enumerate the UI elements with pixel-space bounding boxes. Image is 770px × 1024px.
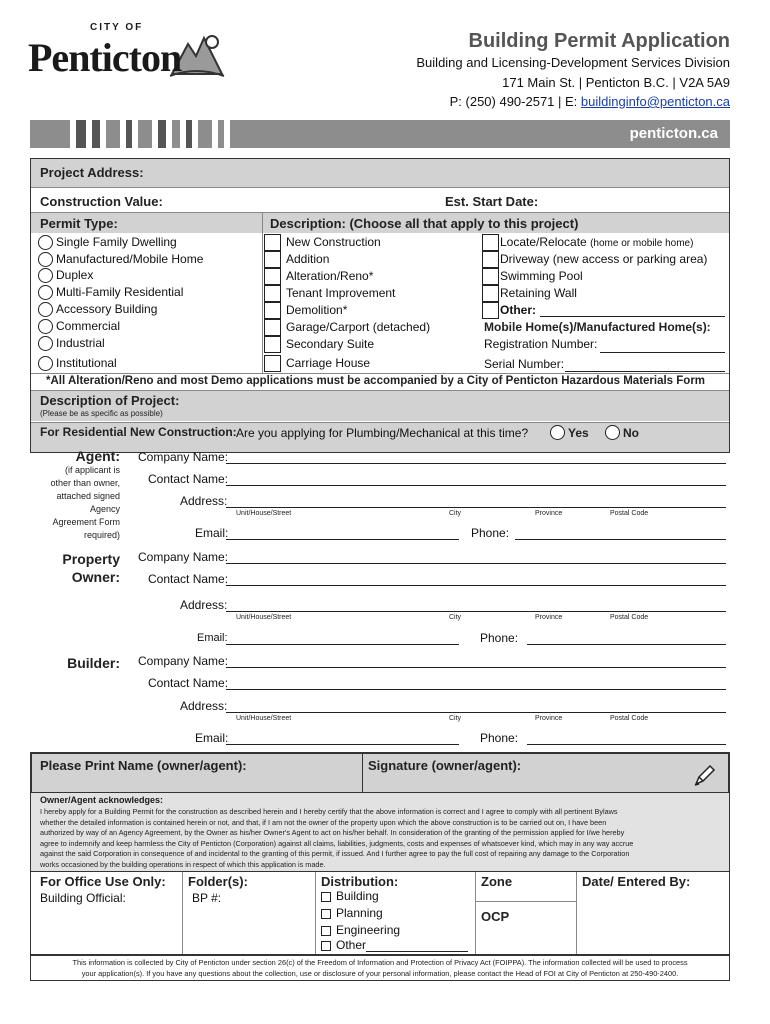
agent-sub-city: City [449, 510, 462, 517]
registration-number-input[interactable] [600, 352, 725, 353]
ack-line: I hereby apply for a Building Permit for the construction as described herein and I hereby certify that the above information is correct and I agree to comply with all pertinent Bylaws [40, 807, 618, 816]
bp-label: BP #: [192, 891, 222, 905]
permit-type-option: Industrial [56, 336, 105, 350]
ack-line: works occasioned by the building operations in respect of which this application is made. [40, 859, 326, 869]
owner-email-label: Email: [197, 632, 228, 644]
owner-address-label: Address: [180, 598, 228, 612]
folders-label: Folder(s): [188, 874, 248, 889]
start-date-label: Est. Start Date: [445, 194, 539, 209]
residential-label: For Residential New Construction: [40, 425, 237, 439]
checkbox-carriage-house[interactable] [264, 355, 281, 372]
agent-address-input[interactable] [226, 507, 726, 508]
construction-value-label: Construction Value: [40, 194, 163, 209]
agent-sub-postal: Postal Code [610, 510, 649, 517]
other-dist-input[interactable] [366, 951, 468, 952]
description-option: New Construction [286, 235, 381, 249]
owner-contact-input[interactable] [226, 585, 726, 586]
checkbox-secondary-suite[interactable] [264, 336, 281, 353]
dist-checkbox[interactable] [321, 892, 331, 902]
owner-label-2: Owner: [71, 569, 120, 585]
description-option: Alteration/Reno* [286, 269, 374, 283]
agent-phone-label: Phone: [471, 526, 510, 540]
print-name-input[interactable] [40, 775, 355, 791]
agent-company-input[interactable] [226, 463, 726, 464]
owner-address-input[interactable] [226, 611, 726, 612]
checkbox-other[interactable] [482, 302, 499, 319]
description-option: Retaining Wall [500, 286, 577, 300]
builder-company-input[interactable] [226, 667, 726, 668]
serial-number-input[interactable] [565, 371, 725, 372]
contact-line [450, 94, 730, 109]
banner-stripe [30, 120, 70, 148]
checkbox-garage-carport[interactable] [264, 319, 281, 336]
builder-label: Builder: [67, 655, 120, 671]
agent-note-line: Agreement Form [52, 517, 120, 527]
banner-stripe [186, 120, 192, 148]
checkbox-addition[interactable] [264, 251, 281, 268]
owner-contact-label: Contact Name: [148, 572, 229, 586]
dist-checkbox[interactable] [321, 909, 331, 919]
agent-phone-input[interactable] [515, 539, 726, 540]
distribution-label: Distribution: [321, 874, 399, 889]
dist-item: Planning [336, 906, 383, 920]
builder-contact-input[interactable] [226, 689, 726, 690]
divider [475, 872, 476, 954]
option-note: (home or mobile home) [590, 238, 694, 249]
description-option [500, 252, 707, 266]
agent-note-line: other than owner, [50, 478, 120, 488]
banner-stripe [126, 120, 132, 148]
agent-email-input[interactable] [226, 539, 459, 540]
ack-line: agree to indemnify and keep harmless the City of Penticton (Corporation) against all claims, liabilities, judgments, costs and expenses of whatsoever kind, which may in any way accrue [40, 838, 634, 848]
owner-sub-province: Province [535, 614, 563, 621]
permit-type-option: Multi-Family Residential [56, 285, 184, 299]
builder-address-input[interactable] [226, 712, 726, 713]
radio-plumbing-yes[interactable] [550, 425, 565, 440]
description-hint: (Please be as specific as possible) [40, 409, 163, 418]
owner-phone-input[interactable] [527, 644, 726, 645]
agent-label: Agent: [75, 448, 120, 464]
description-choose-label: Description: (Choose all that apply to this project) [270, 216, 579, 231]
banner-stripe [172, 120, 180, 148]
privacy-footer [30, 955, 730, 981]
ocp-label: OCP [481, 909, 510, 924]
radio-accessory-building[interactable] [38, 302, 53, 317]
logo-name-text: Penticton [28, 35, 182, 80]
agent-note-line: attached signed [56, 491, 120, 501]
radio-duplex[interactable] [38, 268, 53, 283]
owner-company-input[interactable] [226, 563, 726, 564]
builder-phone-label: Phone: [480, 731, 519, 745]
signature-label: Signature (owner/agent): [368, 758, 522, 773]
owner-sub-street: Unit/House/Street [236, 614, 292, 621]
builder-email-input[interactable] [226, 744, 459, 745]
footer-line: This information is collected by City of Penticton under section 26(c) of the Freedom of Information and Protection of Privacy Act (FOIPPA). The information collected will be used to process [72, 958, 688, 967]
radio-single-family[interactable] [38, 235, 53, 250]
agent-note [30, 464, 120, 542]
dist-item: Engineering [336, 923, 401, 937]
radio-industrial[interactable] [38, 336, 53, 351]
checkbox-retaining-wall[interactable] [482, 285, 499, 302]
owner-sub-postal: Postal Code [610, 614, 649, 621]
builder-sub-street: Unit/House/Street [236, 715, 292, 722]
option-note: (new access or parking area) [552, 252, 708, 266]
division-name: Building and Licensing-Development Services Division [416, 55, 730, 70]
ack-line: whether the detailed information is contained herein or not, and that, if I am not the owner of the property upon which the above construction is to be carried out on, I have been [40, 817, 607, 827]
owner-email-input[interactable] [226, 644, 459, 645]
divider [475, 901, 576, 902]
dist-item: Building [336, 889, 379, 903]
builder-email-label: Email: [195, 731, 229, 745]
divider [182, 872, 183, 954]
builder-phone-input[interactable] [527, 744, 726, 745]
builder-contact-label: Contact Name: [148, 676, 229, 690]
zone-label: Zone [481, 874, 513, 889]
no-label: No [623, 426, 639, 440]
divider [262, 213, 263, 373]
agent-sub-street: Unit/House/Street [236, 510, 292, 517]
banner-stripe [138, 120, 152, 148]
hazmat-note: *All Alteration/Reno and most Demo applications must be accompanied by a City of Penticton Hazardous Materials Form [46, 375, 706, 387]
banner-stripe [198, 120, 212, 148]
banner-stripe [218, 120, 224, 148]
permit-type-option: Accessory Building [56, 302, 158, 316]
form-title: Building Permit Application [468, 30, 730, 52]
permit-type-option: Commercial [56, 319, 121, 333]
description-option: Garage/Carport (detached) [286, 320, 431, 334]
checkbox-driveway[interactable] [482, 251, 499, 268]
description-option: Secondary Suite [286, 337, 375, 351]
radio-multi-family[interactable] [38, 285, 53, 300]
agent-note-line: required) [83, 530, 120, 540]
description-label: Description of Project: [40, 393, 180, 408]
checkbox-demolition[interactable] [264, 302, 281, 319]
permit-type-option: Manufactured/Mobile Home [56, 252, 204, 266]
builder-sub-city: City [449, 715, 462, 722]
radio-institutional[interactable] [38, 356, 53, 371]
logo-city-text: CITY OF [90, 22, 144, 33]
ack-line: against the said Corporation in consequence of and incidental to the granting of this permit, if issued. And I further agree to pay the full cost of repairing any damage to the Corporation [40, 849, 630, 859]
banner-stripe [76, 120, 86, 148]
builder-sub-postal: Postal Code [610, 715, 649, 722]
divider [31, 373, 729, 374]
office-use-label: For Office Use Only: [40, 874, 166, 889]
pen-icon [693, 763, 717, 787]
description-option: Swimming Pool [500, 269, 583, 283]
agent-note-line: (if applicant is [64, 465, 120, 475]
agent-sub-province: Province [535, 510, 563, 517]
dist-checkbox[interactable] [321, 926, 331, 936]
description-option: Addition [286, 252, 330, 266]
date-entered-label: Date/ Entered By: [582, 874, 691, 889]
yes-label: Yes [568, 426, 589, 440]
option-label: Locate/Relocate [500, 235, 587, 249]
checkbox-locate-relocate[interactable] [482, 234, 499, 251]
registration-number-label: Registration Number: [484, 337, 598, 351]
description-option: Tenant Improvement [286, 286, 396, 300]
agent-note-line: Agency [89, 504, 120, 514]
divider [315, 872, 316, 954]
mobile-home-label: Mobile Home(s)/Manufactured Home(s): [484, 320, 711, 334]
checkbox-swimming-pool[interactable] [482, 268, 499, 285]
city-logo [28, 22, 228, 102]
radio-plumbing-no[interactable] [605, 425, 620, 440]
ack-line: authorized by way of an Agency Agreement, by the Owner as his/her Owner's Agent to act on his/her behalf. In consideration of the granting of the permission applied for I/we hereby [40, 828, 625, 838]
owner-company-label: Company Name: [138, 550, 229, 564]
agent-contact-label: Contact Name: [148, 472, 229, 486]
description-option: Carriage House [286, 356, 371, 370]
owner-label-1: Property [62, 551, 120, 567]
permit-type-label: Permit Type: [40, 216, 118, 231]
description-option [500, 235, 693, 249]
banner-stripe [158, 120, 166, 148]
checkbox-tenant-improvement[interactable] [264, 285, 281, 302]
checkbox-alteration[interactable] [264, 268, 281, 285]
radio-manufactured-home[interactable] [38, 252, 53, 267]
division-address: 171 Main St. | Penticton B.C. | V2A 5A9 [502, 75, 730, 90]
agent-company-label: Company Name: [138, 450, 229, 464]
ack-title: Owner/Agent acknowledges: [40, 795, 164, 805]
builder-address-label: Address: [180, 699, 228, 713]
divider [576, 872, 577, 954]
footer-line: your application(s). If you have any questions about the collection, use or disclosure of your personal information, please contact the Head of FOI at City of Penticton at 250-490-2400. [81, 969, 679, 978]
permit-type-option: Duplex [56, 268, 94, 282]
serial-number-label: Serial Number: [484, 357, 565, 371]
builder-company-label: Company Name: [138, 654, 229, 668]
agent-address-label: Address: [180, 494, 228, 508]
permit-type-option: Single Family Dwelling [56, 235, 177, 249]
option-label: Driveway [500, 252, 550, 266]
permit-type-option: Institutional [56, 356, 117, 370]
radio-commercial[interactable] [38, 319, 53, 334]
builder-sub-province: Province [535, 715, 563, 722]
agent-contact-input[interactable] [226, 485, 726, 486]
building-official-label: Building Official: [40, 891, 126, 905]
dist-checkbox[interactable] [321, 941, 331, 951]
email-link[interactable]: buildinginfo@penticton.ca [580, 94, 730, 109]
print-name-label: Please Print Name (owner/agent): [40, 758, 247, 773]
signature-input[interactable] [368, 775, 688, 791]
project-address-label: Project Address: [40, 165, 144, 180]
phone-text: P: (250) 490-2571 | E: [449, 94, 578, 109]
ack-text [40, 807, 725, 871]
agent-email-label: Email: [195, 526, 229, 540]
description-option: Other: [500, 303, 536, 317]
website-banner [230, 120, 730, 148]
other-input-line[interactable] [540, 316, 725, 317]
divider [31, 187, 729, 188]
banner-stripe [92, 120, 100, 148]
banner-stripe [106, 120, 120, 148]
dist-item: Other [336, 938, 367, 952]
website-text[interactable]: penticton.ca [629, 125, 718, 142]
owner-phone-label: Phone: [480, 631, 519, 645]
plumbing-question: Are you applying for Plumbing/Mechanical at this time? [236, 426, 529, 440]
owner-sub-city: City [449, 614, 462, 621]
description-option: Demolition* [286, 303, 348, 317]
checkbox-new-construction[interactable] [264, 234, 281, 251]
